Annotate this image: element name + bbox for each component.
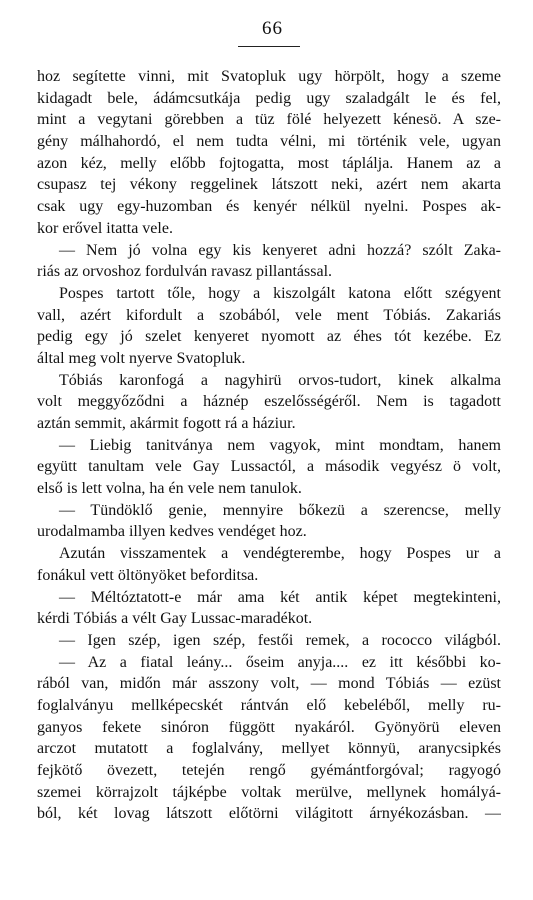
header-rule <box>238 46 300 47</box>
text-line: mint a vegytani görebben a tüz fölé helyezett kénesö. A sze- <box>37 111 501 129</box>
text-line: — Méltóztatott-e már ama két antik képet megtekinteni, <box>59 588 501 606</box>
text-line: — Az a fiatal leány... őseim anyja.... ez itt későbbi ko- <box>59 653 501 671</box>
text-line: Azután visszamentek a vendégterembe, hogy Pospes ur a <box>59 545 501 563</box>
text-line: első is lett volna, ha én vele nem tanulok. <box>37 480 302 498</box>
text-line: rából van, midőn már asszony volt, — mond Tóbiás — ezüst <box>37 675 501 693</box>
text-line: riás az orvoshoz fordulván ravasz pillantással. <box>37 263 333 281</box>
text-line: — Tündöklő genie, mennyire bőkezü a szerencse, melly <box>59 501 501 519</box>
text-line: hoz segítette vinni, mit Svatopluk ugy hörpölt, hogy a szeme <box>37 68 501 85</box>
text-line: vall, azért kifordult a szobából, vele ment Tóbiás. Zakariás <box>37 306 501 324</box>
text-line: urodalmamba illyen kedves vendéget hoz. <box>37 523 307 541</box>
text-line: ganyos fekete sinóron függött nyakáról. Gyönyörü eleven <box>37 718 501 736</box>
body-text <box>37 66 501 825</box>
text-line: együtt tanultam vele Gay Lussactól, a második vegyész ö volt, <box>37 458 501 476</box>
text-line: Tóbiás karonfogá a nagyhirü orvos-tudort, kinek alkalma <box>59 371 501 389</box>
text-line: fonákul vett öltönyöket beforditsa. <box>37 566 259 584</box>
page-header <box>0 18 533 40</box>
text-line: volt meggyőződni a háznép eszelősségéről. Nem is tagadott <box>37 393 501 411</box>
text-line: Pospes tartott tőle, hogy a kiszolgált katona előtt szégyent <box>59 284 501 302</box>
text-line: fejkötő övezett, tetején rengő gyémántforgóval; ragyogó <box>37 762 501 779</box>
text-line: kor erővel itatta vele. <box>37 219 173 237</box>
text-line: kérdi Tóbiás a vélt Gay Lussac-maradékot. <box>37 610 313 628</box>
text-line: kidagadt bele, ádámcsutkája pedig ugy szaladgált le és fel, <box>37 89 501 107</box>
text-line: — Liebig tanitványa nem vagyok, mint mondtam, hanem <box>59 436 501 454</box>
text-line: csupasz tej vékony reggelinek látszott neki, azért nem akarta <box>37 176 501 194</box>
text-line: gény málhahordó, el nem tudta vélni, mi történik vele, ugyan <box>37 133 501 151</box>
text-line: azon kéz, melly előbb fojtogatta, most táplálja. Hanem az a <box>37 154 501 172</box>
text-line: arczot mutatott a foglalvány, mellyet könnyü, aranycsipkés <box>37 740 501 758</box>
text-line: által meg volt nyerve Svatopluk. <box>37 349 246 367</box>
text-line: aztán semmit, akármit fogott rá a háziur. <box>37 415 296 432</box>
text-line: szemei körrajzolt tájképbe voltak merülve, mellynek homályá- <box>37 783 501 801</box>
text-line: pedig egy jó szelet kenyeret nyomott az éhes tót kezébe. Ez <box>37 328 501 346</box>
page-number: 66 <box>262 18 283 39</box>
text-line: csak ugy egy-huzomban és kenyér nélkül nyelni. Pospes ak- <box>37 198 501 216</box>
text-line: ból, két lovag látszott előtörni világitott árnyékozásban. — <box>37 805 501 823</box>
text-line: — Nem jó volna egy kis kenyeret adni hozzá? szólt Zaka- <box>59 241 501 259</box>
text-line: — Igen szép, igen szép, festői remek, a rococco világból. <box>59 631 501 649</box>
text-line: foglalványu mellképecskét rántván elő kebeléből, melly ru- <box>37 696 501 714</box>
